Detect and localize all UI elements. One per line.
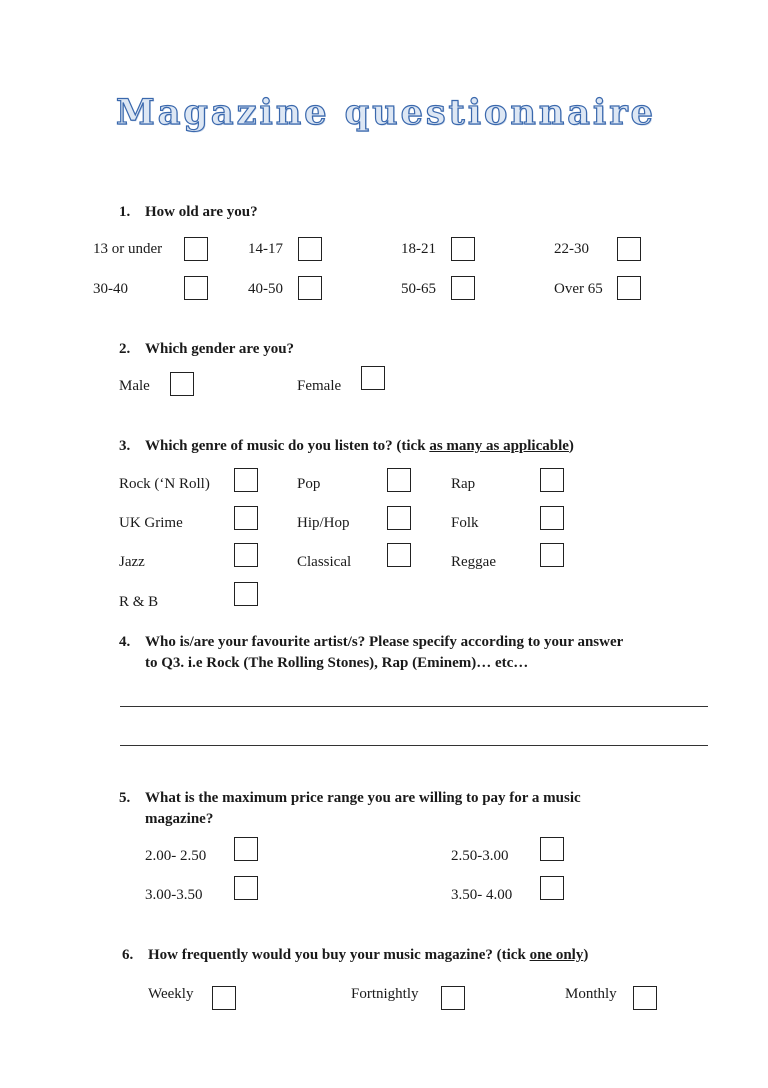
price-option-label: 2.50-3.00: [451, 848, 509, 864]
price-2-50-3-00-checkbox[interactable]: [540, 837, 564, 861]
gender-option-label: Female: [297, 378, 342, 394]
genre-option-label: Pop: [297, 476, 321, 492]
genre-folk-checkbox[interactable]: [540, 506, 564, 530]
genre-classical-checkbox[interactable]: [387, 543, 411, 567]
age-22-30-checkbox[interactable]: [617, 237, 641, 261]
question-4: 4. Who is/are your favourite artist/s? Please specify according to your answer: [119, 634, 624, 650]
age-over-65-checkbox[interactable]: [617, 276, 641, 300]
genre-rock-checkbox[interactable]: [234, 468, 258, 492]
gender-male-checkbox[interactable]: [170, 372, 194, 396]
genre-option-label: Rock (‘N Roll): [119, 476, 210, 492]
question-5: 5. What is the maximum price range you are willing to pay for a music: [119, 790, 581, 806]
price-option-label: 3.00-3.50: [145, 887, 203, 903]
frequency-option-label: Weekly: [148, 986, 194, 1002]
price-option-label: 2.00- 2.50: [145, 848, 207, 864]
genre-option-label: UK Grime: [119, 515, 183, 531]
price-2-00-2-50-checkbox[interactable]: [234, 837, 258, 861]
age-option-label: 18-21: [401, 241, 436, 257]
gender-female-checkbox[interactable]: [361, 366, 385, 390]
genre-option-label: Reggae: [451, 554, 496, 570]
price-3-50-4-00-checkbox[interactable]: [540, 876, 564, 900]
frequency-fortnightly-checkbox[interactable]: [441, 986, 465, 1010]
question-6: 6. How frequently would you buy your music magazine? (tick one only): [122, 947, 589, 963]
age-option-label: Over 65: [554, 281, 603, 297]
question-2: 2. Which gender are you?: [119, 341, 295, 357]
age-18-21-checkbox[interactable]: [451, 237, 475, 261]
age-option-label: 50-65: [401, 281, 436, 297]
gender-option-label: Male: [119, 378, 150, 394]
genre-jazz-checkbox[interactable]: [234, 543, 258, 567]
answer-line-2[interactable]: [120, 745, 708, 746]
page-title: Magazine questionnaire: [116, 92, 656, 133]
question-4-continued: to Q3. i.e Rock (The Rolling Stones), Rap (Eminem)… etc…: [145, 655, 529, 671]
age-50-65-checkbox[interactable]: [451, 276, 475, 300]
frequency-weekly-checkbox[interactable]: [212, 986, 236, 1010]
age-option-label: 22-30: [554, 241, 589, 257]
genre-hip-hop-checkbox[interactable]: [387, 506, 411, 530]
age-option-label: 14-17: [248, 241, 283, 257]
frequency-option-label: Monthly: [565, 986, 617, 1002]
frequency-monthly-checkbox[interactable]: [633, 986, 657, 1010]
genre-rap-checkbox[interactable]: [540, 468, 564, 492]
age-40-50-checkbox[interactable]: [298, 276, 322, 300]
genre-option-label: Folk: [451, 515, 479, 531]
question-5-continued: magazine?: [145, 811, 214, 827]
genre-reggae-checkbox[interactable]: [540, 543, 564, 567]
genre-option-label: Classical: [297, 554, 352, 570]
age-13-or-under-checkbox[interactable]: [184, 237, 208, 261]
age-14-17-checkbox[interactable]: [298, 237, 322, 261]
genre-option-label: Jazz: [119, 554, 145, 570]
frequency-option-label: Fortnightly: [351, 986, 419, 1002]
question-1: 1. How old are you?: [119, 204, 258, 220]
price-3-00-3-50-checkbox[interactable]: [234, 876, 258, 900]
question-3: 3. Which genre of music do you listen to? (tick as many as applicable): [119, 438, 574, 454]
answer-line-1[interactable]: [120, 706, 708, 707]
age-option-label: 30-40: [93, 281, 128, 297]
genre-pop-checkbox[interactable]: [387, 468, 411, 492]
genre-r-and-b-checkbox[interactable]: [234, 582, 258, 606]
genre-option-label: Rap: [451, 476, 476, 492]
age-option-label: 13 or under: [93, 241, 163, 257]
genre-option-label: R & B: [119, 594, 159, 610]
price-option-label: 3.50- 4.00: [451, 887, 513, 903]
age-option-label: 40-50: [248, 281, 283, 297]
genre-uk-grime-checkbox[interactable]: [234, 506, 258, 530]
genre-option-label: Hip/Hop: [297, 515, 350, 531]
age-30-40-checkbox[interactable]: [184, 276, 208, 300]
